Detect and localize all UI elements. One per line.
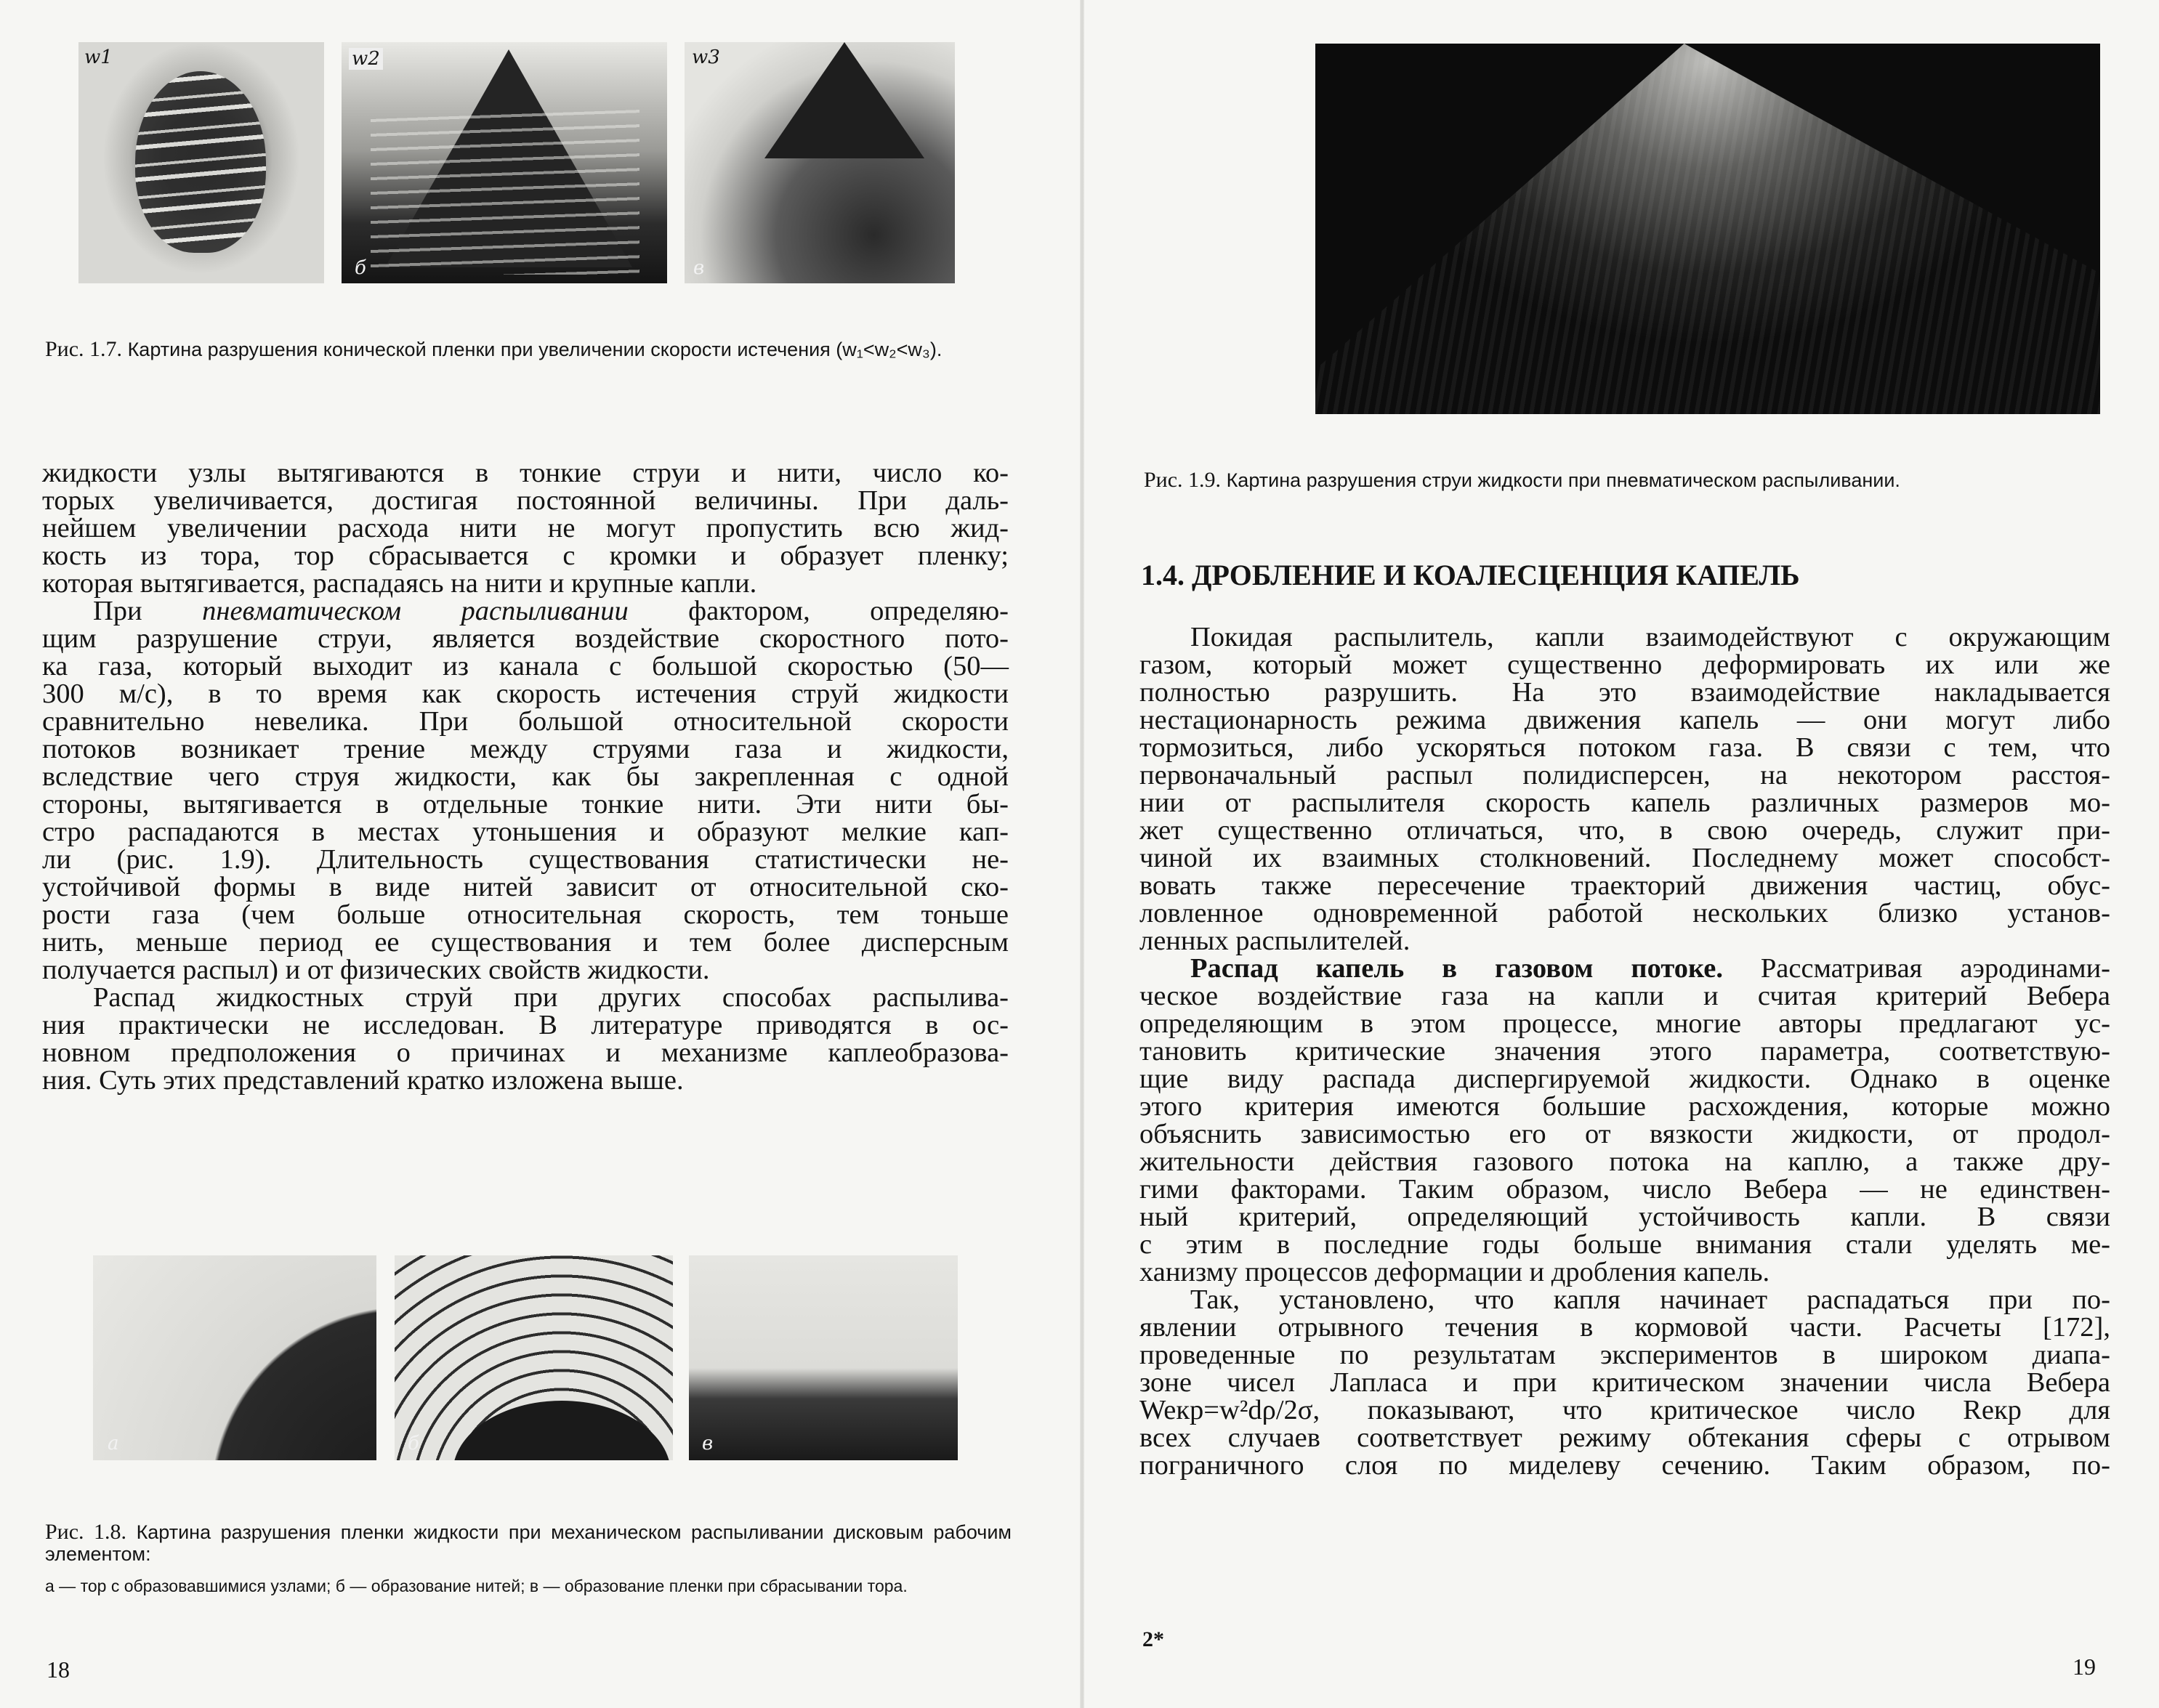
body-line: тормозиться, либо ускоряться потоком газа. В связи с тем, что bbox=[1139, 732, 2110, 763]
body-line: жительности действия газового потока на каплю, а также дру- bbox=[1139, 1146, 2110, 1177]
body-line: 300 м/с), в то время как скорость истечения струй жидкости bbox=[42, 679, 1009, 709]
fig17-cone-c bbox=[764, 42, 924, 158]
body-line: чиной их взаимных столкновений. Последнему может способст- bbox=[1139, 843, 2110, 873]
fig19-caption-label: Рис. 1.9. bbox=[1144, 468, 1222, 492]
body-line: ческое воздействие газа на капли и считая критерий Вебера bbox=[1139, 981, 2110, 1011]
body-line: Так, установлено, что капля начинает распадаться при по- bbox=[1190, 1284, 2110, 1315]
section-heading: 1.4. ДРОБЛЕНИЕ И КОАЛЕСЦЕНЦИЯ КАПЕЛЬ bbox=[1141, 559, 1800, 591]
body-line: устойчивой формы в виде нитей зависит от относительной ско- bbox=[42, 872, 1009, 902]
body-line: ния практически не исследован. В литературе приводятся в ос- bbox=[42, 1010, 1009, 1040]
body-line: щие виду распада диспергируемой жидкости. Однако в оценке bbox=[1139, 1064, 2110, 1094]
fig17-label-b: б bbox=[355, 257, 366, 279]
body-line: с этим в последние годы больше внимания стали уделять ме- bbox=[1139, 1229, 2110, 1260]
body-line: Weкр=w²dρ/2σ, показывают, что критическое число Reкр для bbox=[1139, 1395, 2110, 1425]
fig17-caption-text: Картина разрушения конической пленки при увеличении скорости истечения (w₁<w₂<w₃). bbox=[127, 339, 943, 360]
body-line: рости газа (чем больше относительная скорость, тем тоньше bbox=[42, 899, 1009, 930]
fig18-legend: а — тор с образовавшимися узлами; б — образование нитей; в — образование пленки при сбрасывании тора. bbox=[45, 1577, 908, 1595]
body-line: вовать также пересечение траекторий движения частиц, обус- bbox=[1139, 870, 2110, 901]
body-line: ния. Суть этих представлений кратко изложена выше. bbox=[42, 1065, 684, 1096]
fig18-label-v: в bbox=[702, 1433, 714, 1454]
body-line: новном предположения о причинах и механизме каплеобразова- bbox=[42, 1037, 1009, 1068]
fig17-film-bands bbox=[135, 71, 266, 253]
bold-run-in-heading: Распад капель в газовом потоке. bbox=[1190, 953, 1723, 984]
body-line: потоков возникает трение между струями газа и жидкости, bbox=[42, 734, 1009, 764]
body-line: щим разрушение струи, является воздействие скоростного пото- bbox=[42, 623, 1009, 654]
body-line: нить, меньше период ее существования и тем более дисперсным bbox=[42, 927, 1009, 958]
body-line: жет существенно отличаться, что, в свою очередь, служит при- bbox=[1139, 815, 2110, 846]
page-number-right: 19 bbox=[2073, 1654, 2096, 1680]
fig17-photo-c bbox=[685, 42, 955, 283]
fig17-photo-b bbox=[342, 42, 667, 283]
body-line: Покидая распылитель, капли взаимодействуют с окружающим bbox=[1190, 622, 2110, 652]
body-line: тановить критические значения этого параметра, соответствую- bbox=[1139, 1036, 2110, 1067]
fig17-photo-a bbox=[78, 42, 324, 283]
body-line: ный критерий, определяющий устойчивость капли. В связи bbox=[1139, 1202, 2110, 1232]
fig17-label-v: в bbox=[693, 257, 705, 279]
body-line: ка газа, который выходит из канала с большой скоростью (50— bbox=[42, 651, 1009, 681]
page-number-left: 18 bbox=[47, 1656, 70, 1683]
fig17-label-w2: w2 bbox=[349, 48, 383, 70]
body-line: кость из тора, тор сбрасывается с кромки и образует пленку; bbox=[42, 541, 1009, 571]
fig18-caption-label: Рис. 1.8. bbox=[45, 1520, 127, 1544]
body-line: ли (рис. 1.9). Длительность существования статистически не- bbox=[42, 844, 1009, 875]
body-line: нии от распылителя скорость капель различных размеров мо- bbox=[1139, 788, 2110, 818]
body-line: вследствие чего струя жидкости, как бы закрепленная с одной bbox=[42, 761, 1009, 792]
body-line: ловленное одновременной работой нескольких близко установ- bbox=[1139, 898, 2110, 928]
body-line: этого критерия имеются большие расхождения, которые можно bbox=[1139, 1091, 2110, 1122]
body-line: гими факторами. Таким образом, число Вебера — не единствен- bbox=[1139, 1174, 2110, 1205]
fig19-caption bbox=[1144, 469, 2107, 491]
body-line: получается распыл) и от физических свойств жидкости. bbox=[42, 955, 710, 985]
fig19-spray-streaks bbox=[1315, 44, 2100, 414]
fig18-disc bbox=[453, 1401, 671, 1460]
body-line: стро распадаются в местах утоньшения и образуют мелкие кап- bbox=[42, 817, 1009, 847]
body-line: торых увеличивается, достигая постоянной величины. При даль- bbox=[42, 485, 1009, 516]
body-line: проведенные по результатам экспериментов в широком диапа- bbox=[1139, 1340, 2110, 1370]
body-line: Распад жидкостных струй при других способах распылива- bbox=[93, 982, 1009, 1013]
body-line: стороны, вытягивается в отдельные тонкие нити. Эти нити бы- bbox=[42, 789, 1009, 819]
body-line: зоне чисел Лапласа и при критическом значении числа Вебера bbox=[1139, 1367, 2110, 1398]
body-line: сравнительно невелика. При большой относительной скорости bbox=[42, 706, 1009, 737]
fig18-label-b: б bbox=[408, 1433, 419, 1454]
fig17-label-w3: w3 bbox=[692, 46, 720, 68]
body-line: объяснить зависимостью его от вязкости жидкости, от продол- bbox=[1139, 1119, 2110, 1149]
body-line: нейшем увеличении расхода нити не могут пропустить всю жид- bbox=[42, 513, 1009, 543]
body-line: газом, который может существенно деформировать их или же bbox=[1139, 649, 2110, 680]
body-line-italic: При пневматическом распыливании фактором, определяю- bbox=[93, 596, 1009, 626]
fig17-label-w1: w1 bbox=[84, 46, 113, 68]
body-line: нестационарность режима движения капель — они могут либо bbox=[1139, 705, 2110, 735]
body-line: ленных распылителей. bbox=[1139, 926, 1411, 956]
body-line: пограничного слоя по миделеву сечению. Таким образом, по- bbox=[1139, 1450, 2110, 1481]
fig17-caption-label: Рис. 1.7. bbox=[45, 337, 123, 361]
fig18-caption-text: Картина разрушения пленки жидкости при механическом распыливании дисковым рабочим элементом: bbox=[45, 1521, 1012, 1565]
fig18-photo-c bbox=[689, 1255, 958, 1460]
signature-mark: 2* bbox=[1142, 1627, 1164, 1651]
fig18-caption bbox=[45, 1521, 1012, 1565]
body-line-bold: Распад капель в газовом потоке. Рассматривая аэродинами- bbox=[1190, 953, 2110, 984]
fig17-caption bbox=[45, 339, 1001, 360]
body-line: жидкости узлы вытягиваются в тонкие струи и нити, число ко- bbox=[42, 458, 1009, 488]
body-line: которая вытягивается, распадаясь на нити и крупные капли. bbox=[42, 568, 757, 599]
fig18-photo-a bbox=[93, 1255, 376, 1460]
body-line: всех случаев соответствует режиму обтекания сферы с отрывом bbox=[1139, 1422, 2110, 1453]
fig19-caption-text: Картина разрушения струи жидкости при пневматическом распыливании. bbox=[1226, 469, 1900, 491]
fig18-label-a: а bbox=[108, 1433, 119, 1454]
left-body-text bbox=[42, 459, 1009, 1094]
right-body-text bbox=[1139, 623, 2110, 1479]
body-line: первоначальный распыл полидисперсен, на некотором расстоя- bbox=[1139, 760, 2110, 790]
italic-term: пневматическом распыливании bbox=[202, 596, 629, 626]
fig17-ripples bbox=[371, 108, 639, 275]
body-line: явлении отрывного течения в кормовой части. Расчеты [172], bbox=[1139, 1312, 2110, 1343]
fig19-photo bbox=[1315, 44, 2100, 414]
body-line: определяющим в этом процессе, многие авторы предлагают ус- bbox=[1139, 1008, 2110, 1039]
body-line: полностью разрушить. На это взаимодействие накладывается bbox=[1139, 677, 2110, 708]
body-line: ханизму процессов деформации и дробления капель. bbox=[1139, 1257, 1770, 1287]
fig18-photo-b bbox=[395, 1255, 673, 1460]
